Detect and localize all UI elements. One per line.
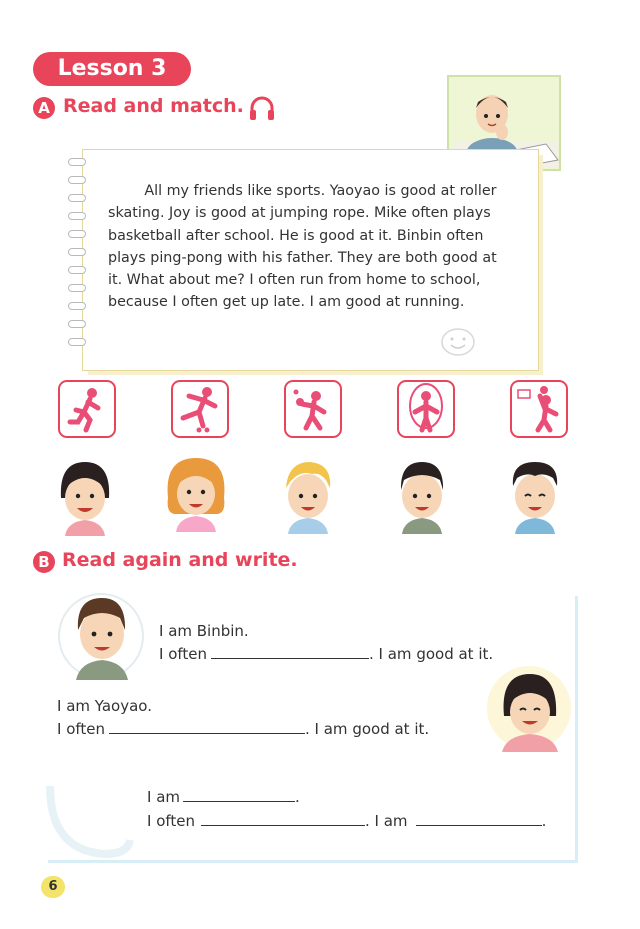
- section-a-title: Read and match.: [63, 95, 244, 117]
- self-name-blank[interactable]: [183, 801, 295, 802]
- passage-text: All my friends like sports. Yaoyao is good at roller skating. Joy is good at jumping rope. Mike often plays basketball after school. He is good at it. Binbin often plays ping-pong with his father. They are both good at it. What about me? I often run from home to school, because I often get up late. I am good at running.: [108, 183, 497, 311]
- section-b-letter: B: [33, 551, 55, 573]
- yaoyao-answer-blank[interactable]: [109, 733, 305, 734]
- notebook-rings: [68, 150, 98, 370]
- binbin-line2-end: . I am good at it.: [369, 645, 494, 663]
- sport-card-ping-pong[interactable]: [284, 380, 342, 438]
- yaoyao-portrait: [484, 664, 574, 752]
- running-icon: [60, 382, 114, 436]
- self-skill-blank[interactable]: [416, 825, 542, 826]
- self-line1: [147, 788, 300, 806]
- yaoyao-line2: [57, 720, 429, 738]
- lesson-title: Lesson 3: [33, 52, 191, 86]
- sport-card-basketball[interactable]: [510, 380, 568, 438]
- self-line1-end: .: [295, 788, 300, 806]
- narrator-face[interactable]: [503, 456, 567, 534]
- yaoyao-line2-end: . I am good at it.: [305, 720, 430, 738]
- binbin-face[interactable]: [390, 456, 454, 534]
- yaoyao-line2-start: I often: [57, 720, 106, 738]
- binbin-portrait: [58, 590, 144, 682]
- binbin-answer-blank[interactable]: [211, 658, 369, 659]
- section-a-letter: A: [33, 97, 55, 119]
- basketball-icon: [512, 382, 566, 436]
- roller-skating-icon: [173, 382, 227, 436]
- headphones-icon[interactable]: [248, 96, 276, 122]
- joy-face[interactable]: [164, 454, 228, 532]
- passage-indent: [108, 183, 144, 199]
- self-line2-mid: . I am: [365, 812, 408, 830]
- binbin-line2-start: I often: [159, 645, 208, 663]
- sport-card-skating[interactable]: [171, 380, 229, 438]
- sport-card-jumping-rope[interactable]: [397, 380, 455, 438]
- sport-card-running[interactable]: [58, 380, 116, 438]
- yaoyao-face[interactable]: [53, 458, 117, 536]
- self-line2: [147, 812, 546, 830]
- binbin-line2: [159, 645, 493, 663]
- decor-circle: [44, 780, 134, 860]
- yaoyao-line1: I am Yaoyao.: [57, 697, 152, 715]
- reading-passage: [108, 180, 528, 314]
- section-b-title: Read again and write.: [62, 549, 298, 571]
- ping-pong-icon: [286, 382, 340, 436]
- binbin-line1: I am Binbin.: [159, 622, 249, 640]
- self-activity-blank[interactable]: [201, 825, 365, 826]
- self-line1-start: I am: [147, 788, 180, 806]
- self-line2-end: .: [541, 812, 547, 830]
- mike-face[interactable]: [276, 456, 340, 534]
- page-number: 6: [41, 876, 65, 898]
- smiley-icon: [440, 326, 476, 358]
- jumping-rope-icon: [399, 382, 453, 436]
- self-line2-start: I often: [147, 812, 196, 830]
